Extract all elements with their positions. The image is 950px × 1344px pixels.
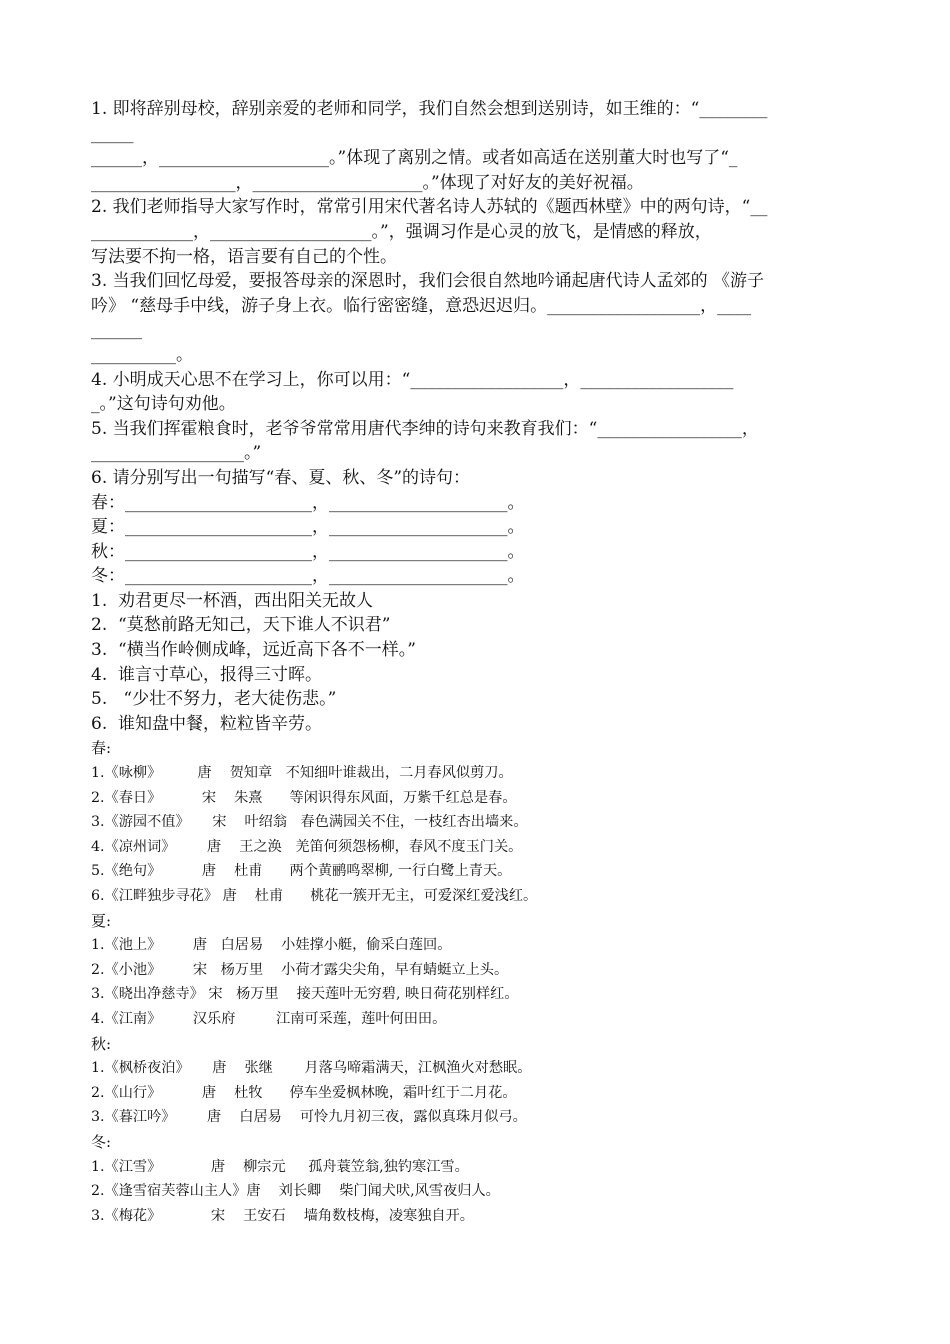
poem-entry: 3.《游园不值》 宋 叶绍翁 春色满园关不住，一枝红杏出墙来。 <box>91 814 528 831</box>
question-line: __________________。” <box>91 443 262 464</box>
answer-section <box>91 589 861 737</box>
answer-line: 1. 劝君更尽一杯酒，西出阳关无故人 <box>91 590 374 611</box>
season-blank-line: 冬：______________________，_____________________。 <box>91 566 525 587</box>
question-line: ____________，___________________。”，强调习作是心灵的放飞，是情感的释放， <box>91 221 712 242</box>
poem-entry: 2.《山行》 唐 杜牧 停车坐爱枫林晚，霜叶红于二月花。 <box>91 1084 517 1101</box>
answer-line: 6. 谁知盘中餐，粒粒皆辛劳。 <box>91 713 323 734</box>
season-label-summer: 夏: <box>91 911 112 930</box>
season-blank-line: 春：______________________，_____________________。 <box>91 492 525 513</box>
answer-line: 2. “莫愁前路无知己，天下谁人不识君” <box>91 615 391 636</box>
poem-entry: 3.《暮江吟》 唐 白居易 可怜九月初三夜，露似真珠月似弓。 <box>91 1109 527 1126</box>
poem-entry: 2.《小池》 宋 杨万里 小荷才露尖尖角，早有蜻蜓立上头。 <box>91 961 509 978</box>
poem-entry: 4.《凉州词》 唐 王之涣 羌笛何须怨杨柳，春风不度玉门关。 <box>91 838 523 855</box>
question-line: 5. 当我们挥霍粮食时，老爷爷常常用唐代李绅的诗句来教育我们：“_________________， <box>91 418 759 439</box>
poem-entry: 1.《池上》 唐 白居易 小娃撑小艇，偷采白莲回。 <box>91 937 452 954</box>
question-section <box>91 97 861 589</box>
poem-entry: 1.《枫桥夜泊》 唐 张继 月落乌啼霜满天，江枫渔火对愁眠。 <box>91 1060 532 1077</box>
document-page <box>91 97 861 1228</box>
poem-entry: 1.《江雪》 唐 柳宗元 孤舟蓑笠翁,独钓寒江雪。 <box>91 1158 469 1175</box>
question-line: ______，____________________。”体现了离别之情。或者如高适在送别董大时也写了“_ <box>91 148 738 169</box>
answer-line: 5. “少壮不努力，老大徒伤悲。” <box>91 689 337 710</box>
question-line: _。”这句诗句劝他。 <box>91 394 236 415</box>
poem-entry: 2.《春日》 宋 朱熹 等闲识得东风面，万紫千红总是春。 <box>91 789 517 806</box>
poem-entry: 1.《咏柳》 唐 贺知章 不知细叶谁裁出，二月春风似剪刀。 <box>91 765 513 782</box>
question-line: 写法要不拘一格，语言要有自己的个性。 <box>91 246 397 267</box>
answer-line: 3. “横当作岭侧成峰，远近高下各不一样。” <box>91 640 416 661</box>
poem-entry: 4.《江南》 汉乐府 江南可采莲，莲叶何田田。 <box>91 1010 447 1027</box>
season-label-spring: 春: <box>91 739 112 758</box>
answer-line: 4. 谁言寸草心，报得三寸晖。 <box>91 664 323 685</box>
season-blank-line: 夏：______________________，_____________________。 <box>91 517 525 538</box>
question-line: 吟》 “慈母手中线，游子身上衣。临行密密缝，意恐迟迟归。__________________，____ <box>91 295 752 316</box>
question-line: 1. 即将辞别母校，辞别亲爱的老师和同学，我们自然会想到送别诗，如王维的：“________ <box>91 99 768 119</box>
question-line: 2. 我们老师指导大家写作时，常常引用宋代著名诗人苏轼的《题西林壁》中的两句诗，“__ <box>91 197 768 218</box>
question-line: __________。 <box>91 344 193 365</box>
poem-entry: 3.《晓出净慈寺》 宋 杨万里 接天莲叶无穷碧, 映日荷花别样红。 <box>91 986 519 1003</box>
poem-entry: 2.《逢雪宿芙蓉山主人》唐 刘长卿 柴门闻犬吠,风雪夜归人。 <box>91 1183 500 1200</box>
poem-entry: 6.《江畔独步寻花》 唐 杜甫 桃花一簇开无主，可爱深红爱浅红。 <box>91 888 538 904</box>
question-line: 6. 请分别写出一句描写“春、夏、秋、冬”的诗句： <box>91 467 471 488</box>
question-line: _________________，____________________。”体现了对好友的美好祝福。 <box>91 172 644 193</box>
season-label-autumn: 秋: <box>91 1034 112 1053</box>
question-line: ______ <box>91 320 142 341</box>
question-line: 4. 小明成天心思不在学习上，你可以用：“__________________，__________________ <box>91 369 734 390</box>
season-label-winter: 冬: <box>91 1132 112 1151</box>
season-blank-line: 秋：______________________，_____________________。 <box>91 541 525 562</box>
season-poem-section <box>91 736 861 1228</box>
poem-entry: 3.《梅花》 宋 王安石 墙角数枝梅，凌寒独自开。 <box>91 1207 474 1224</box>
question-line: _____ <box>91 123 134 144</box>
question-line: 3. 当我们回忆母爱，要报答母亲的深恩时，我们会很自然地吟诵起唐代诗人孟郊的 《游子 <box>91 271 765 292</box>
poem-entry: 5.《绝句》 唐 杜甫 两个黄鹂鸣翠柳, 一行白鹭上青天。 <box>91 863 512 880</box>
